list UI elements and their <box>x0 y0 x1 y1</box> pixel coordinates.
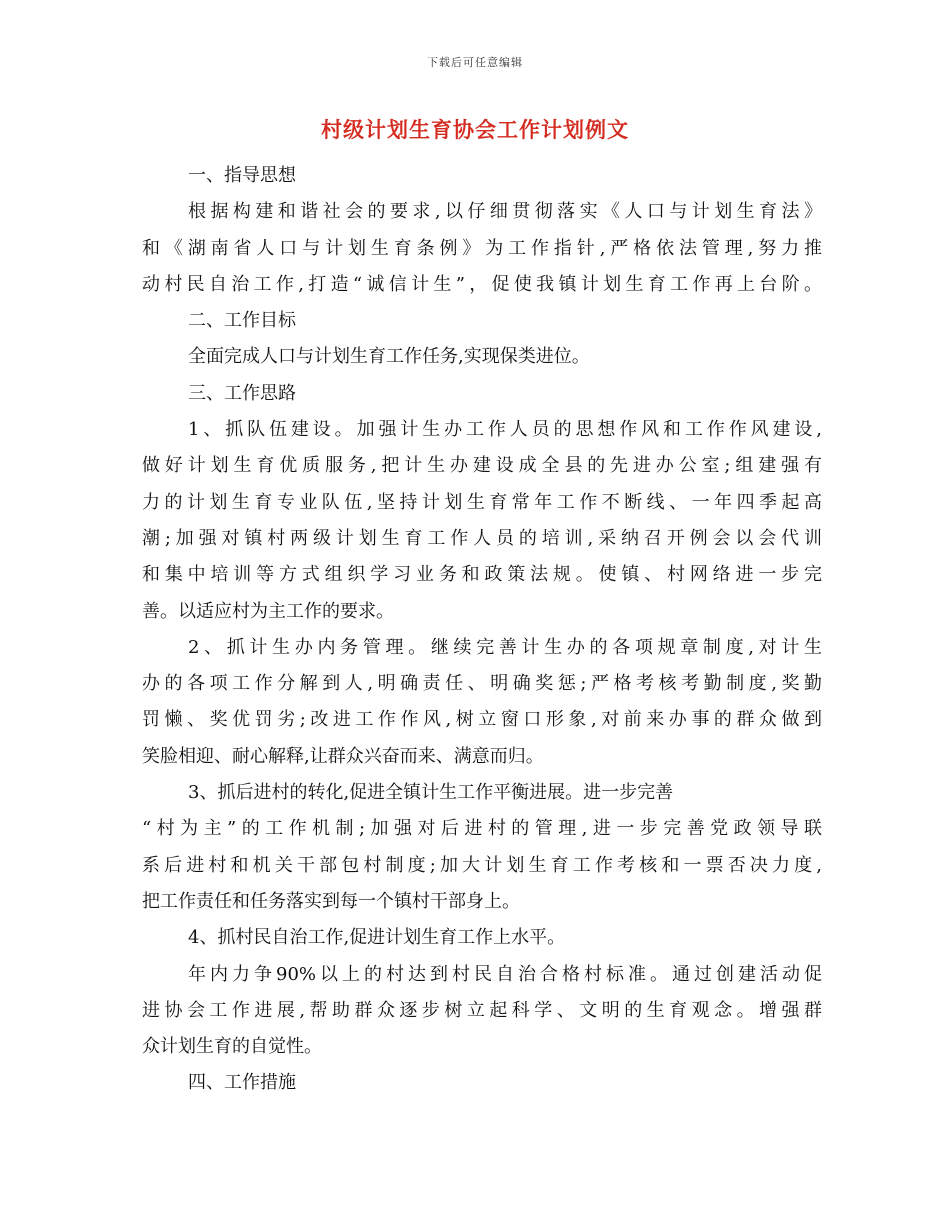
document-body <box>142 158 822 1102</box>
text-line: 年内力争90%以上的村达到村民自治合格村标准。通过创建活动促 <box>188 963 822 985</box>
text-line: 善。以适应村为主工作的要求。 <box>142 600 394 622</box>
text-line: 二、工作目标 <box>188 310 296 332</box>
text-line: 三、工作思路 <box>188 382 296 404</box>
text-line: 一、指导思想 <box>188 165 296 186</box>
text-line: 和《湖南省人口与计划生育条例》为工作指针,严格依法管理,努力推 <box>142 237 822 259</box>
text-line: 笑脸相迎、耐心解释,让群众兴奋而来、满意而归。 <box>142 745 544 767</box>
text-line: 动村民自治工作,打造“诚信计生”，促使我镇计划生育工作再上台阶。 <box>142 273 822 295</box>
text-line: 1、抓队伍建设。加强计生办工作人员的思想作风和工作作风建设, <box>188 419 822 441</box>
text-line: 力的计划生育专业队伍,坚持计划生育常年工作不断线、一年四季起高 <box>142 491 822 513</box>
text-line: 3、抓后进村的转化,促进全镇计生工作平衡进展。进一步完善 <box>188 782 674 804</box>
text-line: 4、抓村民自治工作,促进计划生育工作上水平。 <box>188 927 566 949</box>
text-line: “村为主”的工作机制;加强对后进村的管理,进一步完善党政领导联 <box>142 818 822 840</box>
text-line: 四、工作措施 <box>188 1072 296 1094</box>
text-line: 把工作责任和任务落实到每一个镇村干部身上。 <box>142 890 520 912</box>
text-line: 全面完成人口与计划生育工作任务,实现保类进位。 <box>188 346 590 368</box>
text-line: 进协会工作进展,帮助群众逐步树立起科学、文明的生育观念。增强群 <box>142 999 822 1021</box>
text-line: 做好计划生育优质服务,把计生办建设成全县的先进办公室;组建强有 <box>142 455 822 477</box>
text-line: 系后进村和机关干部包村制度;加大计划生育工作考核和一票否决力度, <box>142 854 822 876</box>
text-line: 办的各项工作分解到人,明确责任、明确奖惩;严格考核考勤制度,奖勤 <box>142 673 822 695</box>
text-line: 2、抓计生办内务管理。继续完善计生办的各项规章制度,对计生 <box>188 636 822 658</box>
text-line: 潮;加强对镇村两级计划生育工作人员的培训,采纳召开例会以会代训 <box>142 527 822 549</box>
document-title: 村级计划生育协会工作计划例文 <box>321 117 629 142</box>
text-line: 根据构建和谐社会的要求,以仔细贯彻落实《人口与计划生育法》 <box>188 201 822 223</box>
text-line: 和集中培训等方式组织学习业务和政策法规。使镇、村网络进一步完 <box>142 564 822 586</box>
header-note: 下载后可任意编辑 <box>427 56 523 69</box>
text-line: 众计划生育的自觉性。 <box>142 1036 322 1058</box>
text-line: 罚懒、奖优罚劣;改进工作作风,树立窗口形象,对前来办事的群众做到 <box>142 709 822 731</box>
